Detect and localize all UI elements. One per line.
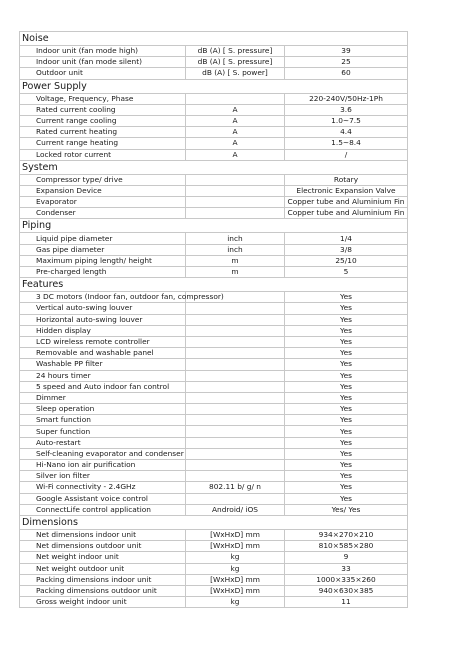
- spec-row: [20, 574, 408, 585]
- section-header-row: [20, 160, 408, 174]
- spec-label: Indoor unit (fan mode silent): [20, 57, 186, 68]
- spec-unit: A: [186, 138, 285, 149]
- spec-row: [20, 460, 408, 471]
- spec-value: Yes: [285, 303, 408, 314]
- spec-value: 5: [285, 267, 408, 278]
- spec-row: [20, 529, 408, 540]
- spec-unit: m: [186, 267, 285, 278]
- spec-label: Hidden display: [20, 325, 186, 336]
- spec-label: Maximum piping length/ height: [20, 255, 186, 266]
- spec-label: Expansion Device: [20, 185, 186, 196]
- spec-label: Super function: [20, 426, 186, 437]
- spec-value: Yes: [285, 460, 408, 471]
- spec-row: [20, 504, 408, 515]
- spec-label: Condenser: [20, 208, 186, 219]
- spec-unit: [186, 93, 285, 104]
- spec-unit: [186, 404, 285, 415]
- spec-unit: [186, 471, 285, 482]
- spec-label: Wi-Fi connectivity - 2.4GHz: [20, 482, 186, 493]
- spec-unit: [186, 370, 285, 381]
- spec-row: [20, 597, 408, 608]
- spec-value: Yes: [285, 471, 408, 482]
- spec-label: Horizontal auto-swing louver: [20, 314, 186, 325]
- spec-label: Pre-charged length: [20, 267, 186, 278]
- spec-unit: dB (A) [ S. power]: [186, 68, 285, 79]
- spec-label: Compressor type/ drive: [20, 174, 186, 185]
- spec-value: /: [285, 149, 408, 160]
- spec-row: [20, 303, 408, 314]
- spec-unit: dB (A) [ S. pressure]: [186, 46, 285, 57]
- spec-row: [20, 359, 408, 370]
- spec-row: [20, 404, 408, 415]
- spec-unit: [186, 185, 285, 196]
- spec-unit: [186, 208, 285, 219]
- spec-label: Google Assistant voice control: [20, 493, 186, 504]
- spec-value: 1000×335×260: [285, 574, 408, 585]
- spec-value: Yes: [285, 314, 408, 325]
- spec-label: Hi-Nano ion air purification: [20, 460, 186, 471]
- spec-row: [20, 255, 408, 266]
- section-header-row: [20, 79, 408, 93]
- spec-unit: inch: [186, 244, 285, 255]
- section-title: Features: [20, 278, 408, 292]
- spec-row: [20, 68, 408, 79]
- spec-row: [20, 552, 408, 563]
- spec-label: Net dimensions indoor unit: [20, 529, 186, 540]
- spec-table: [19, 31, 408, 608]
- spec-label: Outdoor unit: [20, 68, 186, 79]
- spec-value: Yes: [285, 404, 408, 415]
- spec-value: Yes: [285, 493, 408, 504]
- spec-row: [20, 127, 408, 138]
- spec-label: Evaporator: [20, 197, 186, 208]
- spec-label: 5 speed and Auto indoor fan control: [20, 381, 186, 392]
- spec-label: Gross weight indoor unit: [20, 597, 186, 608]
- spec-unit: [186, 392, 285, 403]
- spec-value: 11: [285, 597, 408, 608]
- spec-label: Packing dimensions outdoor unit: [20, 585, 186, 596]
- spec-row: [20, 93, 408, 104]
- spec-row: [20, 46, 408, 57]
- spec-row: [20, 292, 408, 303]
- spec-row: [20, 370, 408, 381]
- spec-label: LCD wireless remote controller: [20, 336, 186, 347]
- spec-row: [20, 208, 408, 219]
- spec-row: [20, 541, 408, 552]
- spec-row: [20, 392, 408, 403]
- spec-value: Yes: [285, 437, 408, 448]
- spec-unit: [WxHxD] mm: [186, 574, 285, 585]
- spec-unit: [WxHxD] mm: [186, 529, 285, 540]
- spec-value: 3/8: [285, 244, 408, 255]
- spec-value: 810×585×280: [285, 541, 408, 552]
- spec-row: [20, 381, 408, 392]
- spec-unit: [186, 415, 285, 426]
- spec-row: [20, 174, 408, 185]
- section-title: Dimensions: [20, 515, 408, 529]
- spec-row: [20, 493, 408, 504]
- spec-label: Washable PP filter: [20, 359, 186, 370]
- spec-unit: [186, 325, 285, 336]
- spec-value: Yes: [285, 370, 408, 381]
- spec-row: [20, 267, 408, 278]
- spec-unit: [186, 381, 285, 392]
- spec-row: [20, 426, 408, 437]
- spec-unit: A: [186, 104, 285, 115]
- spec-unit: inch: [186, 233, 285, 244]
- spec-label: Sleep operation: [20, 404, 186, 415]
- spec-table-body: [20, 32, 408, 608]
- spec-unit: A: [186, 127, 285, 138]
- spec-label: Current range heating: [20, 138, 186, 149]
- spec-unit: [186, 174, 285, 185]
- spec-unit: [WxHxD] mm: [186, 585, 285, 596]
- spec-unit: kg: [186, 552, 285, 563]
- spec-row: [20, 471, 408, 482]
- spec-row: [20, 448, 408, 459]
- spec-label: Net weight indoor unit: [20, 552, 186, 563]
- spec-value: 9: [285, 552, 408, 563]
- spec-value: 1.0~7.5: [285, 115, 408, 126]
- spec-value: 1/4: [285, 233, 408, 244]
- spec-label: Packing dimensions indoor unit: [20, 574, 186, 585]
- spec-value: Yes: [285, 392, 408, 403]
- spec-value: Yes: [285, 426, 408, 437]
- spec-row: [20, 325, 408, 336]
- spec-unit: [186, 460, 285, 471]
- spec-value: 25: [285, 57, 408, 68]
- spec-row: [20, 115, 408, 126]
- spec-value: 1.5~8.4: [285, 138, 408, 149]
- spec-label: Vertical auto-swing louver: [20, 303, 186, 314]
- spec-row: [20, 437, 408, 448]
- section-title: Piping: [20, 219, 408, 233]
- spec-value: 4.4: [285, 127, 408, 138]
- spec-value: Yes: [285, 325, 408, 336]
- spec-value: Yes: [285, 348, 408, 359]
- spec-value: Yes: [285, 359, 408, 370]
- spec-value: Yes: [285, 415, 408, 426]
- spec-row: [20, 563, 408, 574]
- spec-unit: m: [186, 255, 285, 266]
- spec-value: Electronic Expansion Valve: [285, 185, 408, 196]
- spec-row: [20, 336, 408, 347]
- spec-unit: [186, 197, 285, 208]
- spec-unit: [186, 348, 285, 359]
- section-title: Power Supply: [20, 79, 408, 93]
- spec-label: Indoor unit (fan mode high): [20, 46, 186, 57]
- section-header-row: [20, 515, 408, 529]
- spec-label: Net weight outdoor unit: [20, 563, 186, 574]
- spec-unit: [186, 336, 285, 347]
- spec-unit: [186, 437, 285, 448]
- spec-label: 24 hours timer: [20, 370, 186, 381]
- spec-row: [20, 104, 408, 115]
- spec-value: Copper tube and Aluminium Fin: [285, 208, 408, 219]
- spec-row: [20, 314, 408, 325]
- spec-value: 60: [285, 68, 408, 79]
- spec-unit: Android/ iOS: [186, 504, 285, 515]
- spec-row: [20, 585, 408, 596]
- spec-label: Dimmer: [20, 392, 186, 403]
- spec-unit: [186, 448, 285, 459]
- spec-label: ConnectLife control application: [20, 504, 186, 515]
- spec-unit: kg: [186, 563, 285, 574]
- spec-row: [20, 149, 408, 160]
- spec-value: Rotary: [285, 174, 408, 185]
- spec-value: 934×270×210: [285, 529, 408, 540]
- section-title: System: [20, 160, 408, 174]
- spec-row: [20, 57, 408, 68]
- spec-unit: A: [186, 149, 285, 160]
- spec-label: Silver ion filter: [20, 471, 186, 482]
- spec-unit: [186, 359, 285, 370]
- spec-value: 33: [285, 563, 408, 574]
- spec-unit: [186, 493, 285, 504]
- spec-label: Self-cleaning evaporator and condenser: [20, 448, 186, 459]
- section-title: Noise: [20, 32, 408, 46]
- spec-value: Yes: [285, 381, 408, 392]
- spec-label: Removable and washable panel: [20, 348, 186, 359]
- spec-label: Net dimensions outdoor unit: [20, 541, 186, 552]
- spec-value: Yes: [285, 448, 408, 459]
- spec-value: 39: [285, 46, 408, 57]
- spec-unit: [186, 426, 285, 437]
- spec-value: 3.6: [285, 104, 408, 115]
- spec-label: Gas pipe diameter: [20, 244, 186, 255]
- spec-label: Rated current heating: [20, 127, 186, 138]
- spec-value: 940×630×385: [285, 585, 408, 596]
- spec-value: Yes: [285, 482, 408, 493]
- spec-unit: 802.11 b/ g/ n: [186, 482, 285, 493]
- spec-unit: [WxHxD] mm: [186, 541, 285, 552]
- section-header-row: [20, 32, 408, 46]
- spec-unit: [186, 314, 285, 325]
- spec-row: [20, 415, 408, 426]
- spec-row: [20, 138, 408, 149]
- spec-label: Current range cooling: [20, 115, 186, 126]
- spec-row: [20, 233, 408, 244]
- spec-label: Rated current cooling: [20, 104, 186, 115]
- section-header-row: [20, 219, 408, 233]
- spec-row: [20, 197, 408, 208]
- spec-value: Yes: [285, 292, 408, 303]
- section-header-row: [20, 278, 408, 292]
- spec-value: Copper tube and Aluminium Fin: [285, 197, 408, 208]
- spec-unit: A: [186, 115, 285, 126]
- spec-row: [20, 348, 408, 359]
- spec-value: 25/10: [285, 255, 408, 266]
- spec-value: Yes: [285, 336, 408, 347]
- spec-label: Voltage, Frequency, Phase: [20, 93, 186, 104]
- spec-row: [20, 244, 408, 255]
- spec-label: Locked rotor current: [20, 149, 186, 160]
- spec-label: 3 DC motors (Indoor fan, outdoor fan, compressor): [20, 292, 186, 303]
- spec-label: Auto-restart: [20, 437, 186, 448]
- spec-unit: kg: [186, 597, 285, 608]
- spec-value: Yes/ Yes: [285, 504, 408, 515]
- spec-unit: [186, 303, 285, 314]
- spec-value: 220-240V/50Hz-1Ph: [285, 93, 408, 104]
- spec-row: [20, 482, 408, 493]
- spec-unit: dB (A) [ S. pressure]: [186, 57, 285, 68]
- spec-label: Liquid pipe diameter: [20, 233, 186, 244]
- spec-label: Smart function: [20, 415, 186, 426]
- spec-row: [20, 185, 408, 196]
